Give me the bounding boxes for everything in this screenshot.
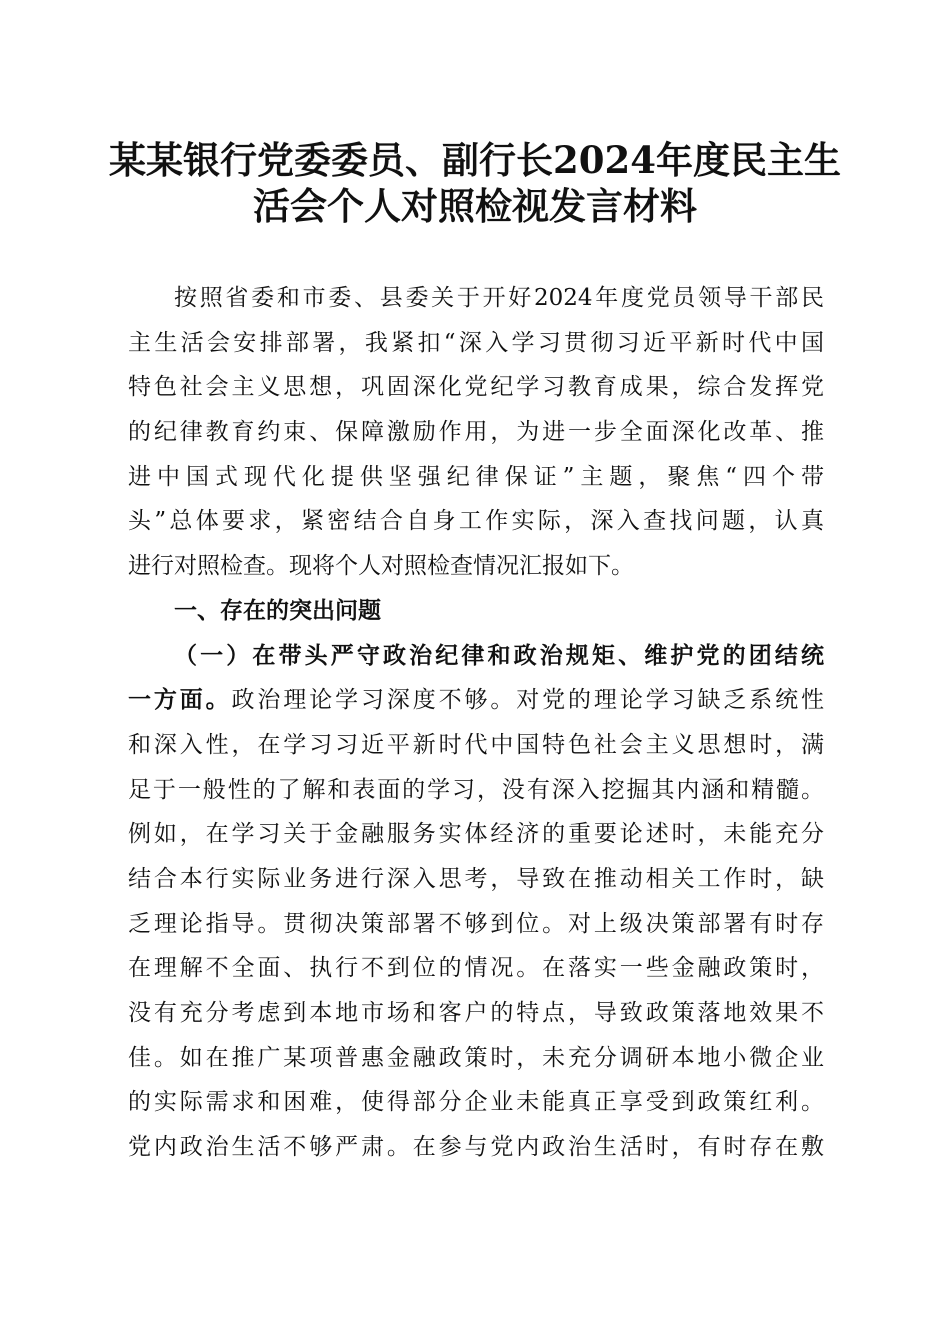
body-text: 政治理论学习深度不够。对党的理论学习缺乏系统性 bbox=[231, 687, 825, 714]
body-line bbox=[128, 678, 824, 723]
document-body bbox=[128, 276, 824, 1170]
body-line: 结合本行实际业务进行深入思考，导致在推动相关工作时，缺 bbox=[128, 865, 824, 892]
subsection-heading-line: （一）在带头严守政治纪律和政治规矩、维护党的团结统 bbox=[174, 641, 824, 669]
body-line: 在理解不全面、执行不到位的情况。在落实一些金融政策时， bbox=[128, 955, 824, 982]
section-heading: 一、存在的突出问题 bbox=[174, 597, 381, 624]
intro-line: 头”总体要求，紧密结合自身工作实际，深入查找问题，认真 bbox=[128, 508, 824, 535]
document-title-line-1: 某某银行党委委员、副行长2024年度民主生 bbox=[109, 138, 841, 182]
body-line: 乏理论指导。贯彻决策部署不够到位。对上级决策部署有时存 bbox=[128, 910, 824, 937]
document-title-line-2: 活会个人对照检视发言材料 bbox=[253, 184, 697, 228]
body-line: 没有充分考虑到本地市场和客户的特点，导致政策落地效果不 bbox=[128, 1000, 824, 1026]
intro-line: 进行对照检查。现将个人对照检查情况汇报如下。 bbox=[128, 553, 634, 580]
intro-line: 进中国式现代化提供坚强纪律保证”主题，聚焦“四个带 bbox=[128, 463, 824, 490]
body-line: 佳。如在推广某项普惠金融政策时，未充分调研本地小微企业 bbox=[128, 1044, 824, 1071]
subsection-heading-end: 一方面。 bbox=[128, 686, 232, 714]
body-line: 足于一般性的了解和表面的学习，没有深入挖掘其内涵和精髓。 bbox=[128, 776, 824, 803]
body-line: 党内政治生活不够严肃。在参与党内政治生活时，有时存在敷 bbox=[128, 1134, 824, 1161]
body-line: 和深入性，在学习习近平新时代中国特色社会主义思想时，满 bbox=[128, 731, 824, 758]
body-line: 例如，在学习关于金融服务实体经济的重要论述时，未能充分 bbox=[128, 821, 824, 848]
body-line: 的实际需求和困难，使得部分企业未能真正享受到政策红利。 bbox=[128, 1089, 824, 1116]
intro-line: 特色社会主义思想，巩固深化党纪学习教育成果，综合发挥党 bbox=[128, 374, 824, 401]
intro-line: 主生活会安排部署，我紧扣“深入学习贯彻习近平新时代中国 bbox=[128, 329, 824, 356]
intro-line: 按照省委和市委、县委关于开好2024年度党员领导干部民 bbox=[174, 285, 824, 311]
intro-line: 的纪律教育约束、保障激励作用，为进一步全面深化改革、推 bbox=[128, 419, 824, 446]
